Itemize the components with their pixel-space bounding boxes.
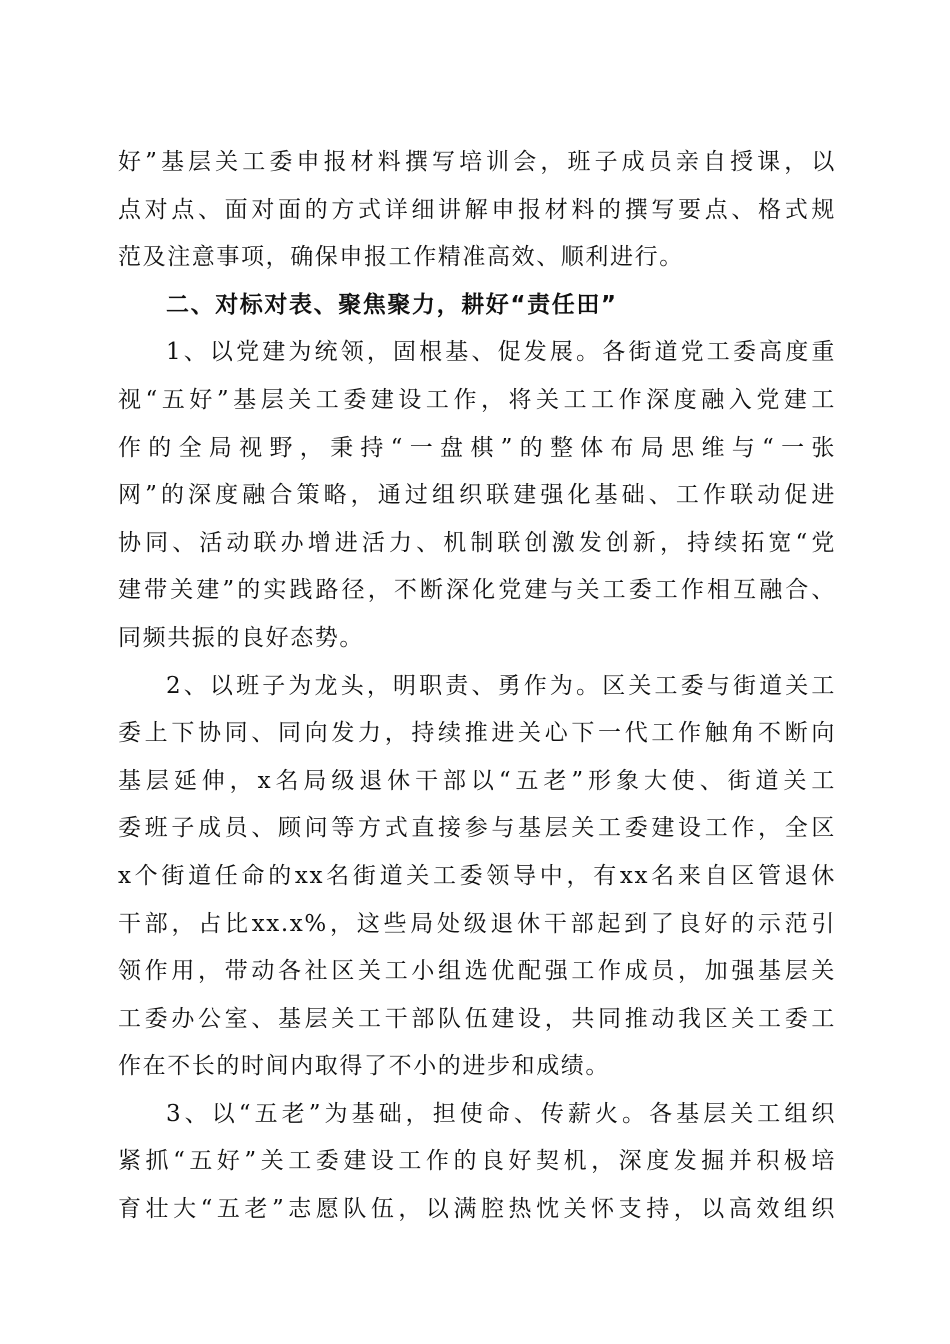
body-line: 作的全局视野，秉持“一盘棋”的整体布局思维与“一张 xyxy=(118,434,836,461)
body-line: 工委办公室、基层关工干部队伍建设，共同推动我区关工委工 xyxy=(118,1005,836,1032)
body-line: 好”基层关工委申报材料撰写培训会，班子成员亲自授课，以 xyxy=(118,149,836,175)
body-line: 视“五好”基层关工委建设工作，将关工工作深度融入党建工 xyxy=(118,386,836,413)
body-line: 基层延伸，x名局级退休干部以“五老”形象大使、街道关工 xyxy=(118,767,836,794)
body-line: 干部，占比xx.x%，这些局处级退休干部起到了良好的示范引 xyxy=(118,910,836,937)
body-line: 范及注意事项，确保申报工作精准高效、顺利进行。 xyxy=(118,244,684,271)
body-line: 网”的深度融合策略，通过组织联建强化基础、工作联动促进 xyxy=(118,482,836,509)
body-line: 同频共振的良好态势。 xyxy=(118,624,364,651)
body-line: 点对点、面对面的方式详细讲解申报材料的撰写要点、格式规 xyxy=(118,196,836,223)
body-line: 1、以党建为统领，固根基、促发展。各街道党工委高度重 xyxy=(166,339,836,366)
body-line: 育壮大“五老”志愿队伍，以满腔热忱关怀支持，以高效组织 xyxy=(118,1196,836,1223)
body-line: 3、以“五老”为基础，担使命、传薪火。各基层关工组织 xyxy=(166,1100,836,1127)
body-line: 委班子成员、顾问等方式直接参与基层关工委建设工作，全区 xyxy=(118,815,836,842)
section-heading: 二、对标对表、聚焦聚力，耕好“责任田” xyxy=(166,291,618,318)
body-line: 领作用，带动各社区关工小组选优配强工作成员，加强基层关 xyxy=(118,958,836,985)
body-line: 作在不长的时间内取得了不小的进步和成绩。 xyxy=(118,1053,610,1080)
body-line: 协同、活动联办增进活力、机制联创激发创新，持续拓宽“党 xyxy=(118,529,836,556)
body-line: 建带关建”的实践路径，不断深化党建与关工委工作相互融合、 xyxy=(118,577,836,604)
document-body xyxy=(118,139,836,1234)
body-line: 2、以班子为龙头，明职责、勇作为。区关工委与街道关工 xyxy=(166,672,836,699)
body-line: 紧抓“五好”关工委建设工作的良好契机，深度发掘并积极培 xyxy=(118,1148,836,1175)
body-line: x个街道任命的xx名街道关工委领导中，有xx名来自区管退休 xyxy=(118,862,836,889)
body-line: 委上下协同、同向发力，持续推进关心下一代工作触角不断向 xyxy=(118,720,836,747)
